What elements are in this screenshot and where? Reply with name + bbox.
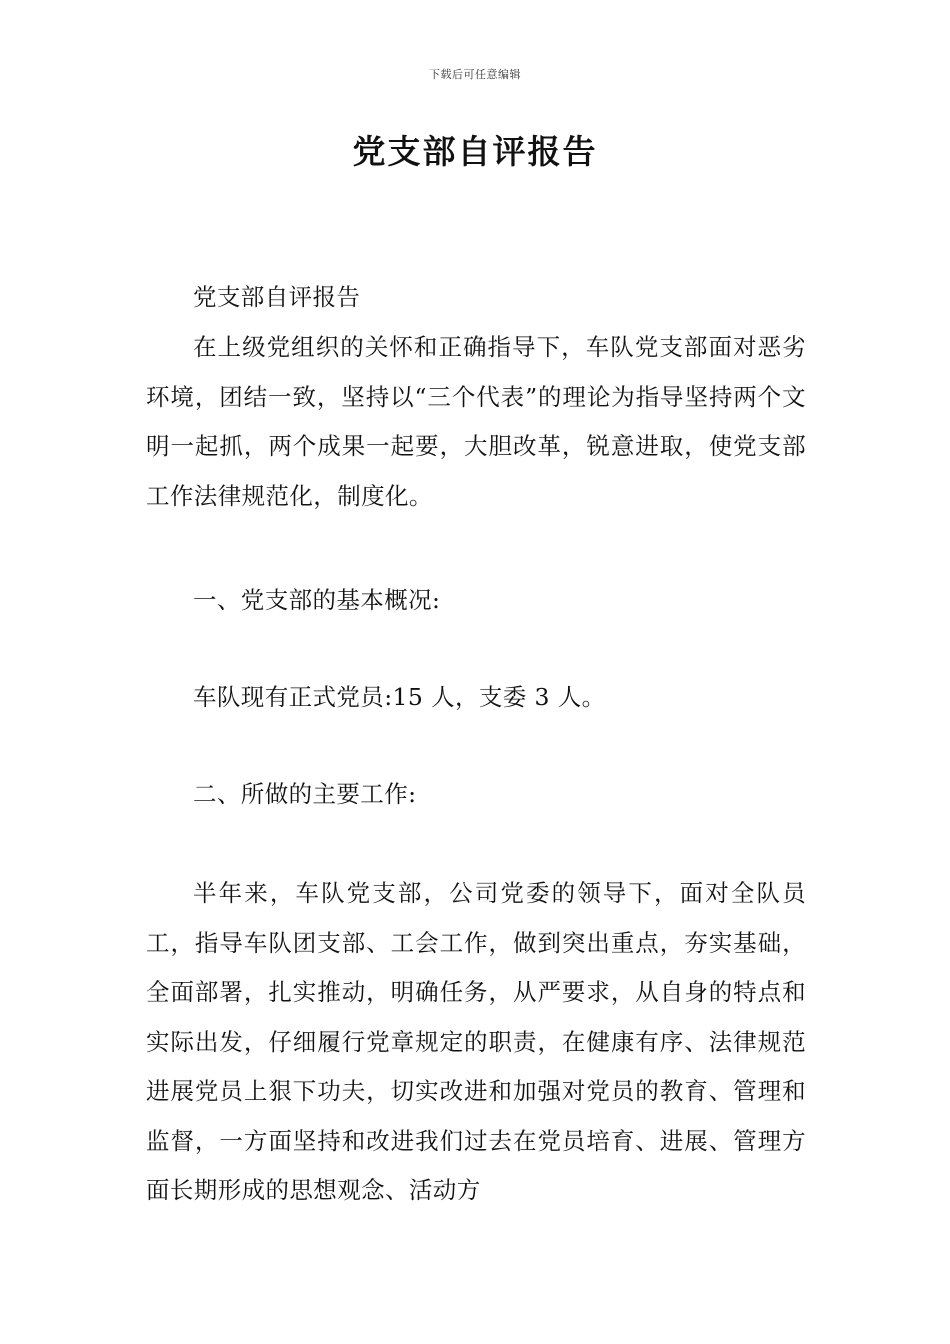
section2-heading-block <box>146 770 806 820</box>
section1-heading: 一、党支部的基本概况: <box>193 586 441 614</box>
section2-heading: 二、所做的主要工作: <box>193 780 417 808</box>
intro-paragraph: 在上级党组织的关怀和正确指导下，车队党支部面对恶劣环境，团结一致，坚持以“三个代表”的理论为指导坚持两个文明一起抓，两个成果一起要，大胆改革，锐意进取，使党支部工作法律规范化，制度化。 <box>146 333 806 510</box>
subtitle: 党支部自评报告 <box>193 283 361 311</box>
header-note: 下载后可任意编辑 <box>429 68 521 81</box>
section1-heading-block <box>146 576 806 626</box>
section2-paragraph: 半年来，车队党支部，公司党委的领导下，面对全队员工，指导车队团支部、工会工作，做到突出重点，夯实基础，全面部署，扎实推动，明确任务，从严要求，从自身的特点和实际出发，仔细履行党章规定的职责，在健康有序、法律规范进展党员上狠下功夫，切实改进和加强对党员的教育、管理和监督，一方面坚持和改进我们过去在党员培育、进展、管理方面长期形成的思想观念、活动方 <box>146 879 806 1204</box>
section2-paragraph-block <box>146 869 806 1216</box>
subtitle-block <box>146 273 806 323</box>
section1-text: 车队现有正式党员:15 人，支委 3 人。 <box>193 683 606 711</box>
document-title: 党支部自评报告 <box>352 132 598 171</box>
section1-text-block <box>146 673 806 723</box>
intro-block <box>146 323 806 521</box>
